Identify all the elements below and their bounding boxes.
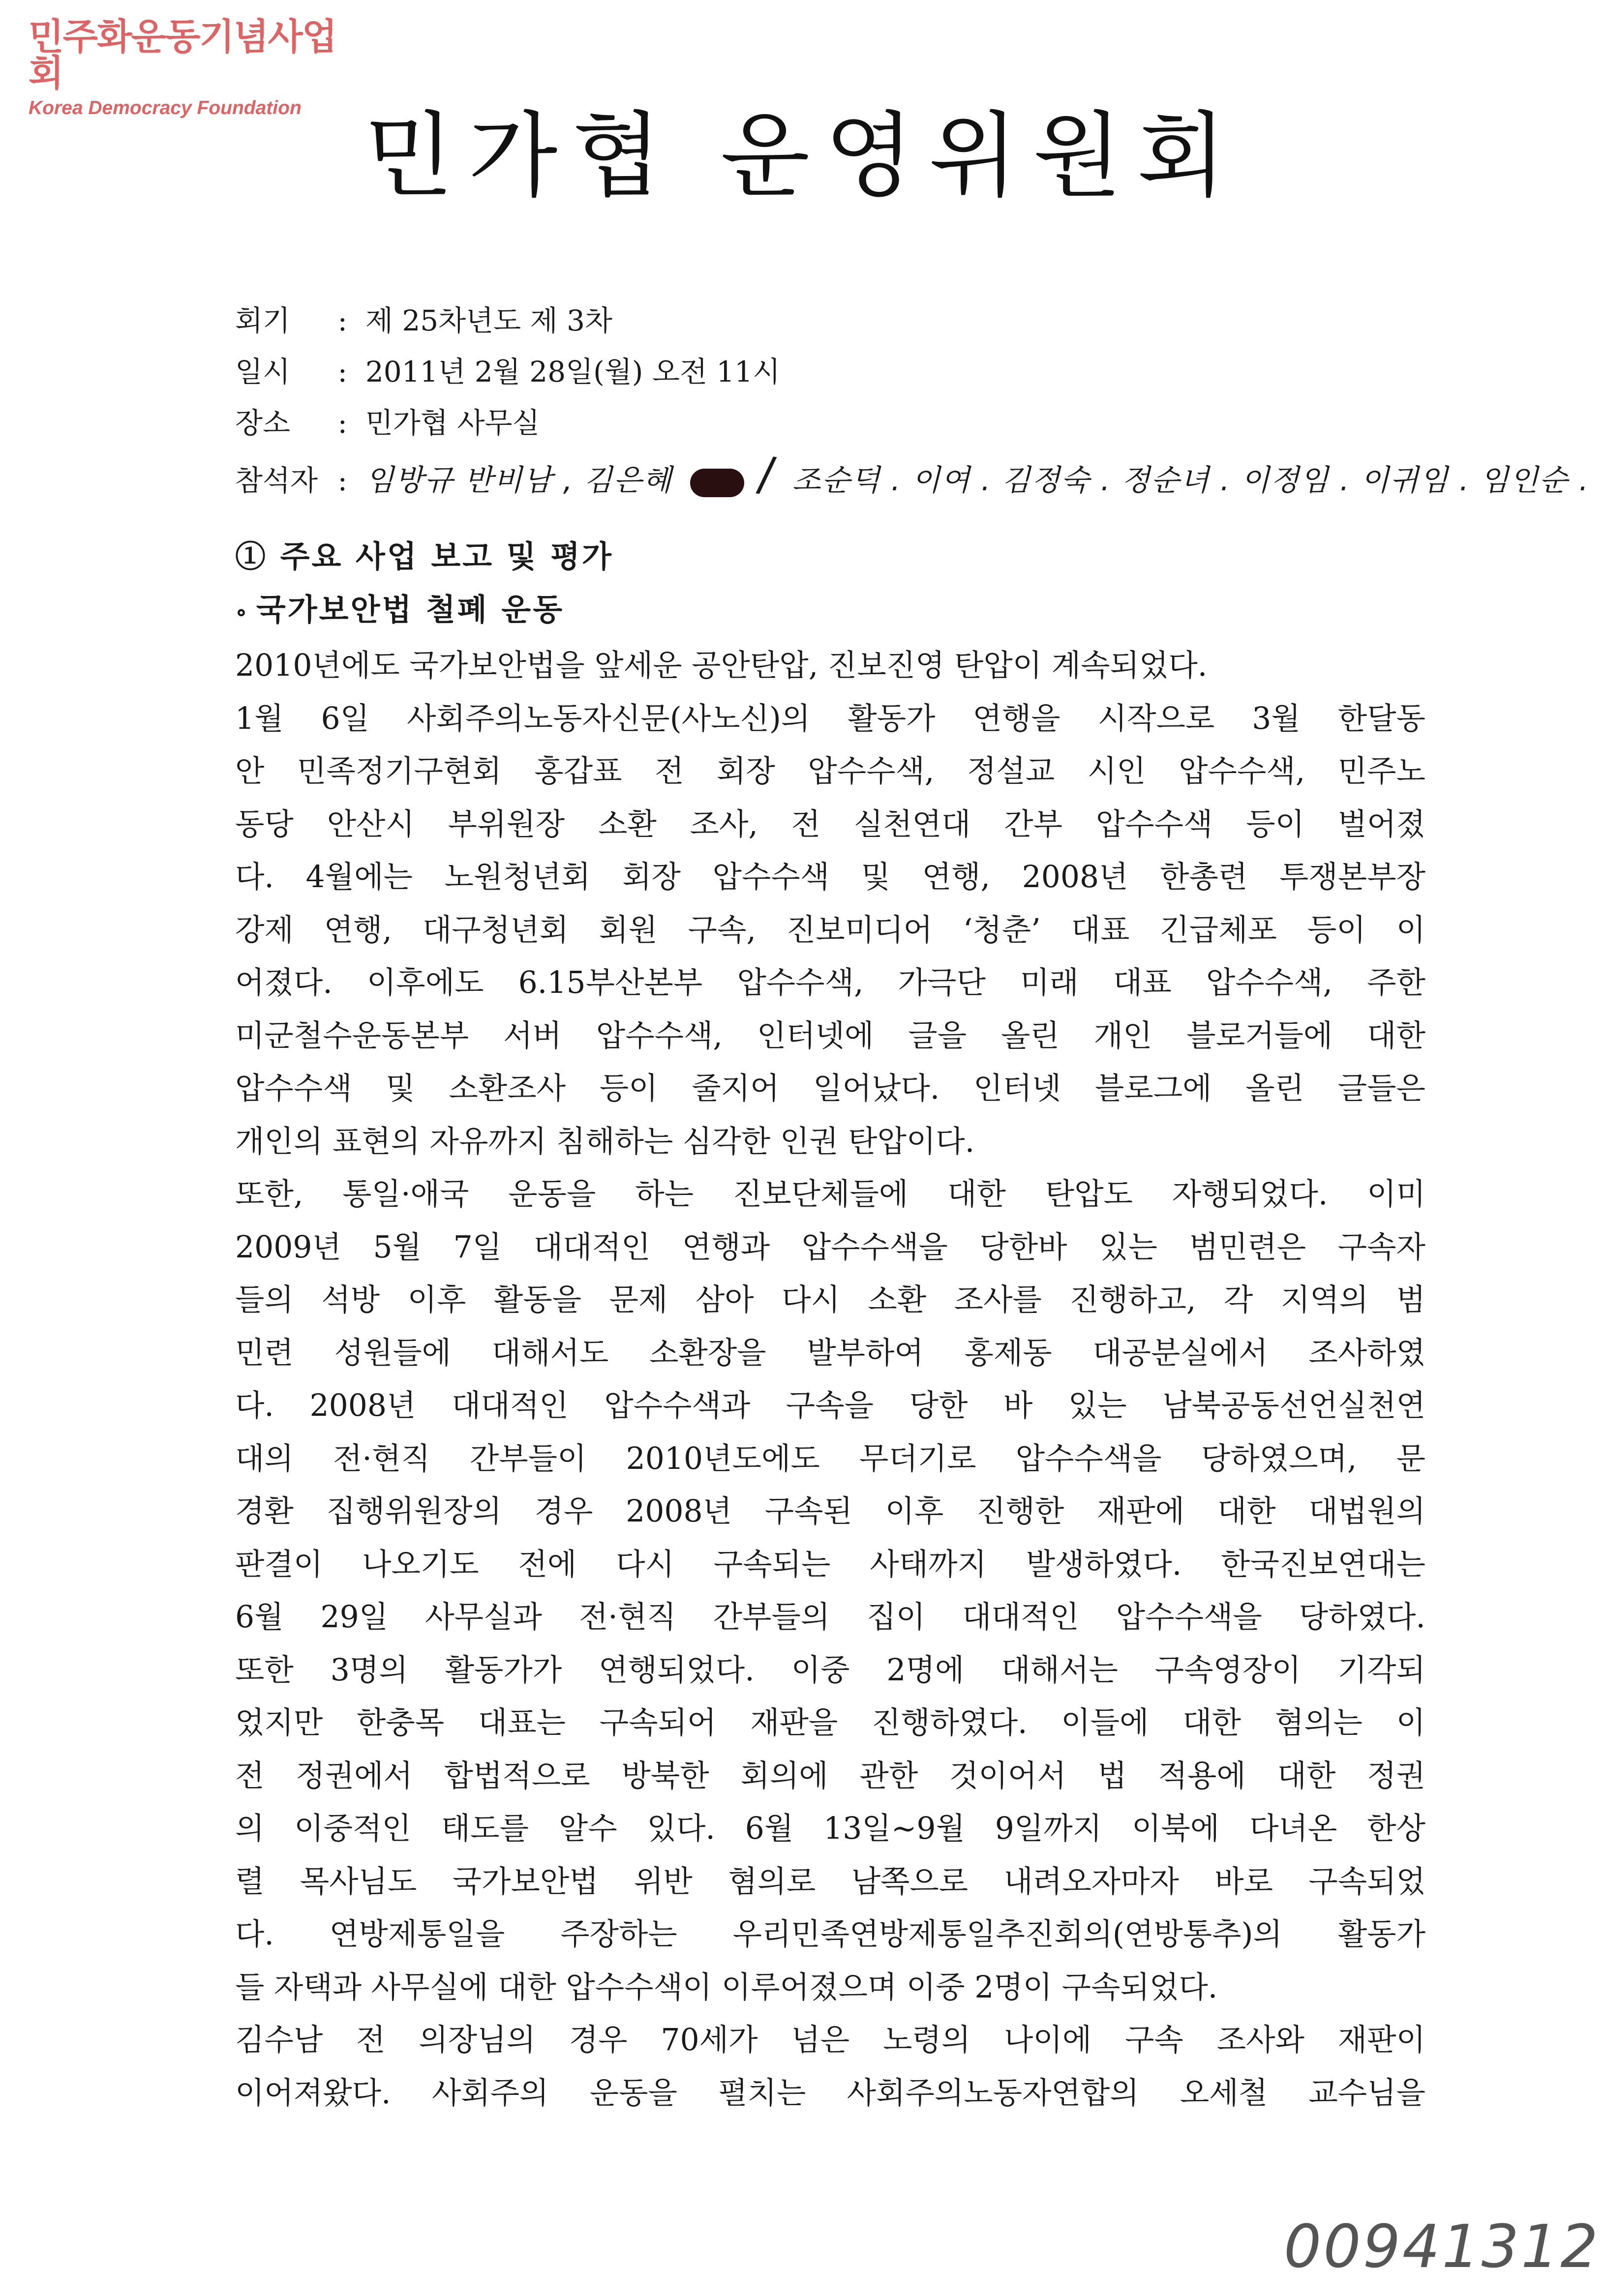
- colon-separator: :: [337, 355, 357, 388]
- body-line: 동당 안산시 부위원장 소환 조사, 전 실천연대 간부 압수수색 등이 벌어졌: [235, 806, 1425, 842]
- logo-name-english: Korea Democracy Foundation: [29, 97, 302, 119]
- colon-separator: :: [337, 406, 357, 440]
- subsection-heading: [235, 585, 564, 629]
- date-value: 2011년 2월 28일(월) 오전 11시: [365, 355, 781, 388]
- body-line: 렬 목사님도 국가보안법 위반 혐의로 남쪽으로 내려오자마자 바로 구속되었: [235, 1863, 1425, 1899]
- body-line: 들의 석방 이후 활동을 문제 삼아 다시 소환 조사를 진행하고, 각 지역의 범: [235, 1282, 1425, 1317]
- session-value: 제 25차년도 제 3차: [365, 304, 613, 337]
- session-label: 회기: [235, 304, 291, 337]
- attendees-row: [235, 446, 1590, 506]
- attendees-handwritten-rest: 조순덕 . 이여 . 김정숙 . 정순녀 . 이정임 . 이귀임 . 임인순 .: [792, 463, 1590, 498]
- attendees-handwritten-first: 임방규 반비남 , 김은혜: [365, 463, 672, 498]
- body-line: 전 정권에서 합법적으로 방북한 회의에 관한 것이어서 법 적용에 대한 정권: [235, 1758, 1425, 1793]
- body-line: 다. 2008년 대대적인 압수수색과 구속을 당한 바 있는 남북공동선언실천연: [235, 1388, 1425, 1423]
- body-line: 판결이 나오기도 전에 다시 구속되는 사태까지 발생하였다. 한국진보연대는: [235, 1546, 1425, 1582]
- body-line: 어졌다. 이후에도 6.15부산본부 압수수색, 가극단 미래 대표 압수수색, 주한: [235, 965, 1425, 1000]
- body-line: 미군철수운동본부 서버 압수수색, 인터넷에 글을 올린 개인 블로거들에 대한: [235, 1017, 1425, 1053]
- body-line: 강제 연행, 대구청년회 회원 구속, 진보미디어 ‘청춘’ 대표 긴급체포 등이 이: [235, 912, 1425, 948]
- body-line: 이어져왔다. 사회주의 운동을 펼치는 사회주의노동자연합의 오세철 교수님을: [235, 2075, 1425, 2111]
- body-line: 압수수색 및 소환조사 등이 줄지어 일어났다. 인터넷 블로그에 올린 글들은: [235, 1071, 1425, 1106]
- body-line: 의 이중적인 태도를 알수 있다. 6월 13일~9월 9일까지 이북에 다녀온 한상: [235, 1811, 1425, 1846]
- attendees-label: 참석자: [235, 464, 318, 497]
- bullet-icon: ∘: [235, 598, 249, 626]
- redaction-mark: [690, 469, 744, 497]
- body-line: 들 자택과 사무실에 대한 압수수색이 이루어졌으며 이중 2명이 구속되었다.: [235, 1969, 1218, 2005]
- document-title: 민가협 운영위원회: [364, 102, 1241, 210]
- handwritten-slash: /: [755, 446, 778, 503]
- colon-separator: :: [337, 464, 357, 497]
- session-row: [235, 295, 1465, 346]
- body-line: 6월 29일 사무실과 전·현직 간부들의 집이 대대적인 압수수색을 당하였다.: [235, 1599, 1425, 1635]
- colon-separator: :: [337, 304, 357, 337]
- body-line: 경환 집행위원장의 경우 2008년 구속된 이후 진행한 재판에 대한 대법원의: [235, 1493, 1425, 1529]
- body-line: 었지만 한충목 대표는 구속되어 재판을 진행하였다. 이들에 대한 혐의는 이: [235, 1705, 1425, 1740]
- body-line: 안 민족정기구현회 홍갑표 전 회장 압수수색, 정설교 시인 압수수색, 민주노: [235, 753, 1425, 789]
- body-line: 다. 4월에는 노원청년회 회장 압수수색 및 연행, 2008년 한총련 투쟁본부장: [235, 859, 1425, 895]
- place-value: 민가협 사무실: [365, 406, 540, 440]
- body-line: 1월 6일 사회주의노동자신문(사노신)의 활동가 연행을 시작으로 3월 한달동: [235, 700, 1425, 736]
- section-heading: ① 주요 사업 보고 및 평가: [235, 538, 613, 574]
- place-label: 장소: [235, 406, 291, 440]
- body-line: 김수남 전 의장님의 경우 70세가 넘은 노령의 나이에 구속 조사와 재판이: [235, 2022, 1425, 2057]
- body-line: 개인의 표현의 자유까지 침해하는 심각한 인권 탄압이다.: [235, 1123, 975, 1159]
- meeting-info: [235, 295, 1590, 506]
- body-line: 대의 전·현직 간부들이 2010년도에도 무더기로 압수수색을 당하였으며, 문: [235, 1440, 1425, 1476]
- date-label: 일시: [235, 355, 291, 388]
- place-row: [235, 397, 1465, 448]
- body-text: [235, 639, 1425, 2119]
- date-row: [235, 346, 1465, 397]
- foundation-logo: [29, 16, 343, 119]
- body-line: 또한, 통일·애국 운동을 하는 진보단체들에 대한 탄압도 자행되었다. 이미: [235, 1176, 1425, 1212]
- body-line: 2009년 5월 7일 대대적인 연행과 압수수색을 당한바 있는 범민련은 구속자: [235, 1229, 1425, 1265]
- body-line: 민련 성원들에 대해서도 소환장을 발부하여 홍제동 대공분실에서 조사하였: [235, 1335, 1425, 1371]
- document-number: 00941312: [1284, 2213, 1600, 2281]
- logo-name-korean: 민주화운동기념사업회: [29, 16, 336, 94]
- subsection-title: 국가보안법 철폐 운동: [256, 592, 565, 627]
- body-line: 다. 연방제통일을 주장하는 우리민족연방제통일추진회의(연방통추)의 활동가: [235, 1916, 1425, 1952]
- body-line: 2010년에도 국가보안법을 앞세운 공안탄압, 진보진영 탄압이 계속되었다.: [235, 648, 1208, 683]
- body-line: 또한 3명의 활동가가 연행되었다. 이중 2명에 대해서는 구속영장이 기각되: [235, 1652, 1425, 1688]
